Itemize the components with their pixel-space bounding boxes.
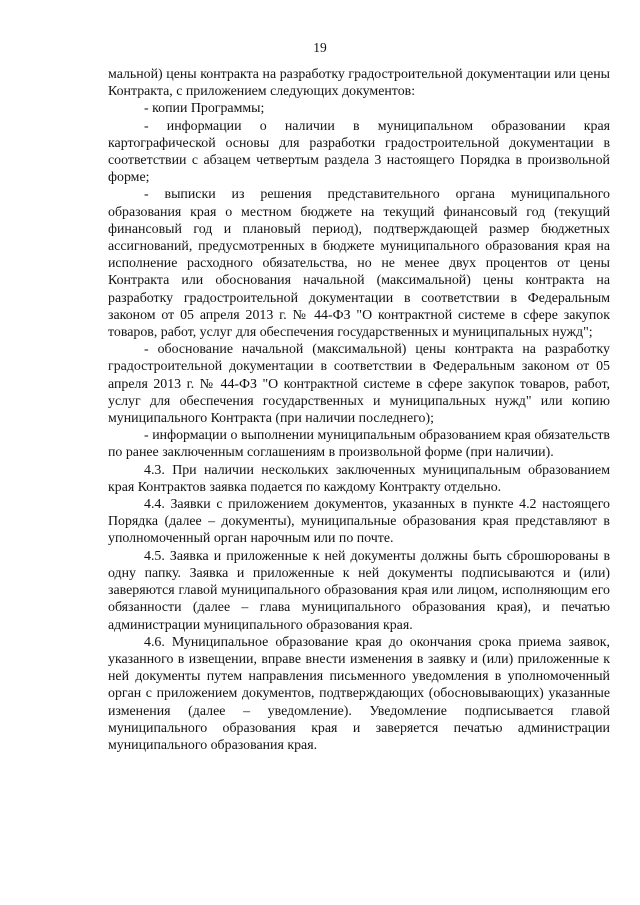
- list-item-obligations-info: - информации о выполнении муниципальным образованием края обязательств по ранее заключенным соглашениям в произвольной форме (при наличии).: [108, 428, 610, 461]
- page-number: 19: [313, 40, 327, 55]
- clause-4-5: 4.5. Заявка и приложенные к ней документы должны быть сброшюрованы в одну папку. Заявка и приложенные к ней документы подписываются и (или) заверяются главой муниципального образования края или лицом, исполняющим его обязанности (далее – глава муниципального образования края), и печатью администрации муниципального образования края.: [108, 548, 610, 633]
- clause-4-6: 4.6. Муниципальное образование края до окончания срока приема заявок, указанного в извещении, вправе внести изменения в заявку и (или) приложенные к ней документы путем направления письменного уведомления в уполномоченный орган с приложением документов, подтверждающих (обосновывающих) указанные изменения (далее – уведомление). Уведомление подписывается главой муниципального образования края и заверяется печатью администрации муниципального образования края.: [108, 634, 610, 753]
- list-item-program-copy: - копии Программы;: [144, 101, 265, 117]
- clause-4-3: 4.3. При наличии нескольких заключенных муниципальным образованием края Контрактов заявка подается по каждому Контракту отдельно.: [108, 462, 610, 495]
- document-body: [108, 66, 610, 754]
- list-item-cartographic-basis: - информации о наличии в муниципальном образовании края картографической основы для разработки градостроительной документации в соответствии с абзацем четвертым раздела 3 настоящего Порядка в произвольной форме;: [108, 118, 610, 186]
- clause-4-4: 4.4. Заявки с приложением документов, указанных в пункте 4.2 настоящего Порядка (далее – документы), муниципальные образования края представляют в уполномоченный орган нарочным или по почте.: [108, 497, 610, 547]
- list-item-price-justification: - обоснование начальной (максимальной) цены контракта на разработку градостроительной документации в соответствии в Федеральным законом от 05 апреля 2013 г. № 44-ФЗ "О контрактной системе в сфере закупок товаров, работ, услуг для обеспечения государственных и муниципальных нужд" или копию муниципального Контракта (при наличии последнего);: [108, 342, 610, 427]
- list-item-budget-extract: - выписки из решения представительного органа муниципального образования края о местном бюджете на текущий финансовый год (текущий финансовый год и плановый период), подтверждающей размер бюджетных ассигнований, предусмотренных в бюджете муниципального образования края на исполнение расходного обязательства, но не менее двух процентов от цены Контракта или обоснования начальной (максимальной) цены контракта на разработку градостроительной документации в соответствии в Федеральным законом от 05 апреля 2013 г. № 44-ФЗ "О контрактной системе в сфере закупок товаров, работ, услуг для обеспечения государственных и муниципальных нужд";: [108, 187, 610, 341]
- paragraph-continuation: мальной) цены контракта на разработку градостроительной документации или цены Контракта, с приложением следующих документов:: [108, 67, 610, 100]
